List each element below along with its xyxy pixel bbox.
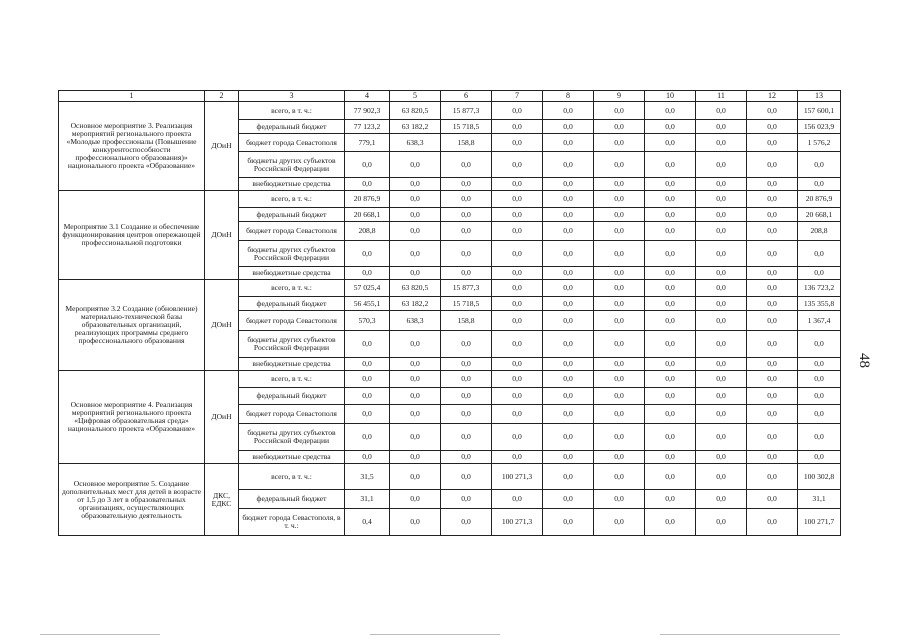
value-cell: 0,4 [345,509,390,536]
value-cell: 0,0 [492,358,543,371]
value-cell: 0,0 [390,371,441,388]
value-cell: 0,0 [696,464,747,490]
funding-source-label: бюджет города Севастополя [239,134,345,152]
value-cell: 0,0 [594,509,645,536]
value-cell: 0,0 [594,490,645,509]
value-cell: 0,0 [390,424,441,451]
value-cell: 0,0 [441,451,492,464]
value-cell: 0,0 [798,388,841,405]
value-cell: 20 668,1 [798,208,841,222]
value-cell: 0,0 [492,241,543,267]
value-cell: 0,0 [645,358,696,371]
value-cell: 0,0 [645,102,696,120]
scan-artifact [370,634,500,635]
value-cell: 0,0 [543,280,594,297]
value-cell: 0,0 [492,208,543,222]
value-cell: 0,0 [747,191,798,208]
page-number: 48 [856,353,872,368]
value-cell: 0,0 [543,509,594,536]
value-cell: 136 723,2 [798,280,841,297]
value-cell: 0,0 [441,388,492,405]
value-cell: 0,0 [645,424,696,451]
value-cell: 0,0 [645,267,696,280]
column-header: 9 [594,91,645,102]
value-cell: 0,0 [594,464,645,490]
column-header: 6 [441,91,492,102]
column-header: 13 [798,91,841,102]
funding-source-label: федеральный бюджет [239,490,345,509]
value-cell: 0,0 [645,405,696,424]
column-header: 3 [239,91,345,102]
value-cell: 0,0 [441,152,492,178]
value-cell: 0,0 [747,464,798,490]
value-cell: 0,0 [594,388,645,405]
value-cell: 0,0 [543,311,594,331]
value-cell: 0,0 [645,208,696,222]
value-cell: 0,0 [390,388,441,405]
value-cell: 0,0 [798,451,841,464]
value-cell: 0,0 [594,241,645,267]
value-cell: 0,0 [543,267,594,280]
value-cell: 0,0 [543,241,594,267]
value-cell: 135 355,8 [798,297,841,311]
column-header: 2 [205,91,239,102]
funding-source-label: внебюджетные средства [239,267,345,280]
funding-source-label: бюджет города Севастополя [239,222,345,241]
activity-name: Основное мероприятие 3. Реализация мероприятий регионального проекта «Молодые профессионалы (Повышение конкурентоспособности профессионального образования)» национального проекта «Образование» [59,102,205,191]
value-cell: 0,0 [747,490,798,509]
value-cell: 0,0 [645,297,696,311]
value-cell: 0,0 [594,152,645,178]
value-cell: 0,0 [594,222,645,241]
activity-name: Основное мероприятие 5. Создание дополнительных мест для детей в возрасте от 1,5 до 3 лет в образовательных организациях, осуществляющих образовательную деятельность [59,464,205,536]
value-cell: 0,0 [543,297,594,311]
value-cell: 0,0 [441,358,492,371]
value-cell: 0,0 [645,178,696,191]
value-cell: 57 025,4 [345,280,390,297]
value-cell: 0,0 [594,371,645,388]
value-cell: 0,0 [696,152,747,178]
value-cell: 0,0 [747,331,798,358]
funding-source-label: бюджеты других субъектов Российской Федерации [239,331,345,358]
value-cell: 0,0 [345,152,390,178]
value-cell: 638,3 [390,134,441,152]
value-cell: 0,0 [345,331,390,358]
value-cell: 1 367,4 [798,311,841,331]
value-cell: 0,0 [441,464,492,490]
value-cell: 56 455,1 [345,297,390,311]
value-cell: 570,3 [345,311,390,331]
value-cell: 0,0 [441,509,492,536]
value-cell: 0,0 [645,311,696,331]
value-cell: 0,0 [645,388,696,405]
value-cell: 0,0 [747,267,798,280]
value-cell: 0,0 [696,311,747,331]
value-cell: 158,8 [441,134,492,152]
value-cell: 0,0 [747,222,798,241]
value-cell: 0,0 [543,134,594,152]
value-cell: 0,0 [798,152,841,178]
value-cell: 0,0 [543,405,594,424]
column-header: 5 [390,91,441,102]
value-cell: 0,0 [594,120,645,134]
activity-name: Мероприятие 3.1 Создание и обеспечение функционирования центров опережающей профессиональной подготовки [59,191,205,280]
table-row [59,464,841,490]
value-cell: 0,0 [798,371,841,388]
value-cell: 0,0 [345,178,390,191]
value-cell: 77 902,3 [345,102,390,120]
column-header: 8 [543,91,594,102]
value-cell: 0,0 [696,371,747,388]
value-cell: 0,0 [696,509,747,536]
budget-table [58,90,841,536]
value-cell: 0,0 [390,152,441,178]
value-cell: 100 302,8 [798,464,841,490]
value-cell: 0,0 [345,405,390,424]
value-cell: 0,0 [645,371,696,388]
funding-source-label: бюджеты других субъектов Российской Федерации [239,241,345,267]
value-cell: 0,0 [492,424,543,451]
column-header: 4 [345,91,390,102]
value-cell: 15 718,5 [441,120,492,134]
value-cell: 0,0 [645,191,696,208]
funding-source-label: всего, в т. ч.: [239,464,345,490]
column-header: 10 [645,91,696,102]
executor-cell: ДОиН [205,371,239,464]
funding-source-label: внебюджетные средства [239,451,345,464]
value-cell: 0,0 [543,331,594,358]
value-cell: 0,0 [696,178,747,191]
value-cell: 0,0 [747,311,798,331]
value-cell: 0,0 [390,241,441,267]
value-cell: 0,0 [345,358,390,371]
value-cell: 0,0 [345,241,390,267]
value-cell: 0,0 [747,371,798,388]
value-cell: 20 876,9 [798,191,841,208]
value-cell: 63 820,5 [390,280,441,297]
scan-artifact [40,634,160,635]
value-cell: 0,0 [696,424,747,451]
value-cell: 0,0 [747,451,798,464]
value-cell: 0,0 [345,424,390,451]
value-cell: 0,0 [696,208,747,222]
value-cell: 0,0 [594,424,645,451]
value-cell: 0,0 [492,371,543,388]
value-cell: 0,0 [441,208,492,222]
table-row [59,102,841,120]
activity-name: Основное мероприятие 4. Реализация мероприятий регионального проекта «Цифровая образовательная среда» национального проекта «Образование» [59,371,205,464]
value-cell: 0,0 [492,178,543,191]
value-cell: 0,0 [696,297,747,311]
value-cell: 0,0 [492,152,543,178]
value-cell: 0,0 [696,120,747,134]
value-cell: 0,0 [390,509,441,536]
value-cell: 0,0 [645,120,696,134]
value-cell: 0,0 [645,152,696,178]
funding-source-label: федеральный бюджет [239,208,345,222]
funding-source-label: бюджеты других субъектов Российской Федерации [239,152,345,178]
value-cell: 0,0 [747,208,798,222]
value-cell: 0,0 [798,331,841,358]
value-cell: 0,0 [696,280,747,297]
value-cell: 0,0 [441,405,492,424]
value-cell: 0,0 [747,405,798,424]
value-cell: 0,0 [696,241,747,267]
value-cell: 0,0 [390,191,441,208]
value-cell: 0,0 [696,191,747,208]
funding-source-label: всего, в т. ч.: [239,371,345,388]
value-cell: 0,0 [543,490,594,509]
value-cell: 31,1 [345,490,390,509]
value-cell: 0,0 [645,331,696,358]
value-cell: 0,0 [594,191,645,208]
value-cell: 0,0 [492,191,543,208]
value-cell: 0,0 [696,134,747,152]
value-cell: 20 876,9 [345,191,390,208]
value-cell: 0,0 [543,371,594,388]
value-cell: 0,0 [645,241,696,267]
value-cell: 0,0 [594,102,645,120]
value-cell: 63 182,2 [390,297,441,311]
value-cell: 0,0 [696,451,747,464]
value-cell: 0,0 [696,102,747,120]
value-cell: 0,0 [747,241,798,267]
funding-source-label: бюджеты других субъектов Российской Федерации [239,424,345,451]
funding-source-label: внебюджетные средства [239,358,345,371]
value-cell: 779,1 [345,134,390,152]
value-cell: 31,1 [798,490,841,509]
executor-cell: ДКС, ЕДКС [205,464,239,536]
value-cell: 0,0 [645,509,696,536]
value-cell: 0,0 [345,388,390,405]
value-cell: 0,0 [645,451,696,464]
value-cell: 0,0 [594,280,645,297]
value-cell: 0,0 [543,222,594,241]
value-cell: 0,0 [492,331,543,358]
column-header: 12 [747,91,798,102]
value-cell: 0,0 [441,490,492,509]
value-cell: 638,3 [390,311,441,331]
value-cell: 0,0 [441,424,492,451]
value-cell: 15 877,3 [441,280,492,297]
value-cell: 0,0 [390,222,441,241]
value-cell: 0,0 [645,222,696,241]
value-cell: 0,0 [543,424,594,451]
value-cell: 0,0 [594,405,645,424]
value-cell: 158,8 [441,311,492,331]
value-cell: 0,0 [747,388,798,405]
value-cell: 0,0 [492,388,543,405]
funding-source-label: федеральный бюджет [239,297,345,311]
value-cell: 0,0 [543,464,594,490]
value-cell: 0,0 [747,509,798,536]
value-cell: 0,0 [594,451,645,464]
value-cell: 0,0 [747,424,798,451]
table-row [59,191,841,208]
table-row [59,280,841,297]
value-cell: 0,0 [798,178,841,191]
value-cell: 0,0 [390,208,441,222]
value-cell: 0,0 [798,405,841,424]
value-cell: 208,8 [798,222,841,241]
value-cell: 0,0 [594,297,645,311]
value-cell: 15 718,5 [441,297,492,311]
value-cell: 0,0 [594,311,645,331]
value-cell: 0,0 [390,490,441,509]
value-cell: 0,0 [492,267,543,280]
value-cell: 157 600,1 [798,102,841,120]
value-cell: 0,0 [390,464,441,490]
value-cell: 0,0 [747,120,798,134]
value-cell: 1 576,2 [798,134,841,152]
value-cell: 0,0 [594,331,645,358]
value-cell: 0,0 [696,331,747,358]
value-cell: 0,0 [492,280,543,297]
value-cell: 0,0 [696,388,747,405]
funding-source-label: бюджет города Севастополя [239,405,345,424]
value-cell: 0,0 [492,311,543,331]
value-cell: 208,8 [345,222,390,241]
value-cell: 0,0 [798,241,841,267]
value-cell: 0,0 [390,267,441,280]
value-cell: 0,0 [543,152,594,178]
value-cell: 0,0 [696,490,747,509]
value-cell: 0,0 [645,490,696,509]
value-cell: 0,0 [492,134,543,152]
executor-cell: ДОиН [205,280,239,371]
value-cell: 0,0 [390,331,441,358]
value-cell: 0,0 [645,464,696,490]
funding-source-label: бюджет города Севастополя [239,311,345,331]
value-cell: 0,0 [594,267,645,280]
value-cell: 31,5 [345,464,390,490]
column-header: 1 [59,91,205,102]
value-cell: 156 023,9 [798,120,841,134]
scan-artifact [660,634,840,635]
value-cell: 0,0 [543,102,594,120]
value-cell: 0,0 [747,134,798,152]
funding-source-label: бюджет города Севастополя, в т. ч.: [239,509,345,536]
value-cell: 0,0 [747,102,798,120]
value-cell: 0,0 [543,120,594,134]
value-cell: 0,0 [390,451,441,464]
column-header: 11 [696,91,747,102]
value-cell: 0,0 [492,405,543,424]
value-cell: 100 271,3 [492,509,543,536]
value-cell: 0,0 [345,267,390,280]
value-cell: 100 271,7 [798,509,841,536]
value-cell: 0,0 [543,178,594,191]
funding-source-label: федеральный бюджет [239,388,345,405]
value-cell: 0,0 [492,451,543,464]
funding-source-label: всего, в т. ч.: [239,191,345,208]
value-cell: 0,0 [645,134,696,152]
value-cell: 63 182,2 [390,120,441,134]
value-cell: 0,0 [390,405,441,424]
executor-cell: ДОиН [205,102,239,191]
value-cell: 0,0 [594,178,645,191]
table-header-row [59,91,841,102]
value-cell: 20 668,1 [345,208,390,222]
value-cell: 100 271,3 [492,464,543,490]
value-cell: 77 123,2 [345,120,390,134]
value-cell: 0,0 [747,297,798,311]
funding-source-label: федеральный бюджет [239,120,345,134]
value-cell: 0,0 [441,222,492,241]
value-cell: 0,0 [594,358,645,371]
value-cell: 0,0 [492,102,543,120]
value-cell: 0,0 [696,222,747,241]
table-row [59,371,841,388]
value-cell: 0,0 [543,358,594,371]
value-cell: 0,0 [696,405,747,424]
value-cell: 0,0 [345,371,390,388]
executor-cell: ДОиН [205,191,239,280]
value-cell: 63 820,5 [390,102,441,120]
value-cell: 0,0 [543,451,594,464]
value-cell: 0,0 [696,267,747,280]
value-cell: 0,0 [594,208,645,222]
value-cell: 0,0 [441,241,492,267]
value-cell: 0,0 [345,451,390,464]
value-cell: 0,0 [492,222,543,241]
value-cell: 0,0 [798,424,841,451]
value-cell: 0,0 [798,267,841,280]
value-cell: 0,0 [441,267,492,280]
value-cell: 0,0 [747,152,798,178]
value-cell: 0,0 [543,208,594,222]
value-cell: 0,0 [492,490,543,509]
funding-source-label: всего, в т. ч.: [239,102,345,120]
funding-source-label: внебюджетные средства [239,178,345,191]
funding-source-label: всего, в т. ч.: [239,280,345,297]
value-cell: 0,0 [645,280,696,297]
value-cell: 0,0 [543,191,594,208]
value-cell: 0,0 [441,371,492,388]
value-cell: 0,0 [747,178,798,191]
value-cell: 15 877,3 [441,102,492,120]
value-cell: 0,0 [441,331,492,358]
value-cell: 0,0 [747,358,798,371]
value-cell: 0,0 [696,358,747,371]
value-cell: 0,0 [492,297,543,311]
value-cell: 0,0 [492,120,543,134]
activity-name: Мероприятие 3.2 Создание (обновление) материально-технической базы образовательных организаций, реализующих программы среднего профессионального образования [59,280,205,371]
value-cell: 0,0 [747,280,798,297]
value-cell: 0,0 [441,178,492,191]
value-cell: 0,0 [594,134,645,152]
value-cell: 0,0 [390,178,441,191]
value-cell: 0,0 [798,358,841,371]
value-cell: 0,0 [441,191,492,208]
value-cell: 0,0 [543,388,594,405]
column-header: 7 [492,91,543,102]
value-cell: 0,0 [390,358,441,371]
